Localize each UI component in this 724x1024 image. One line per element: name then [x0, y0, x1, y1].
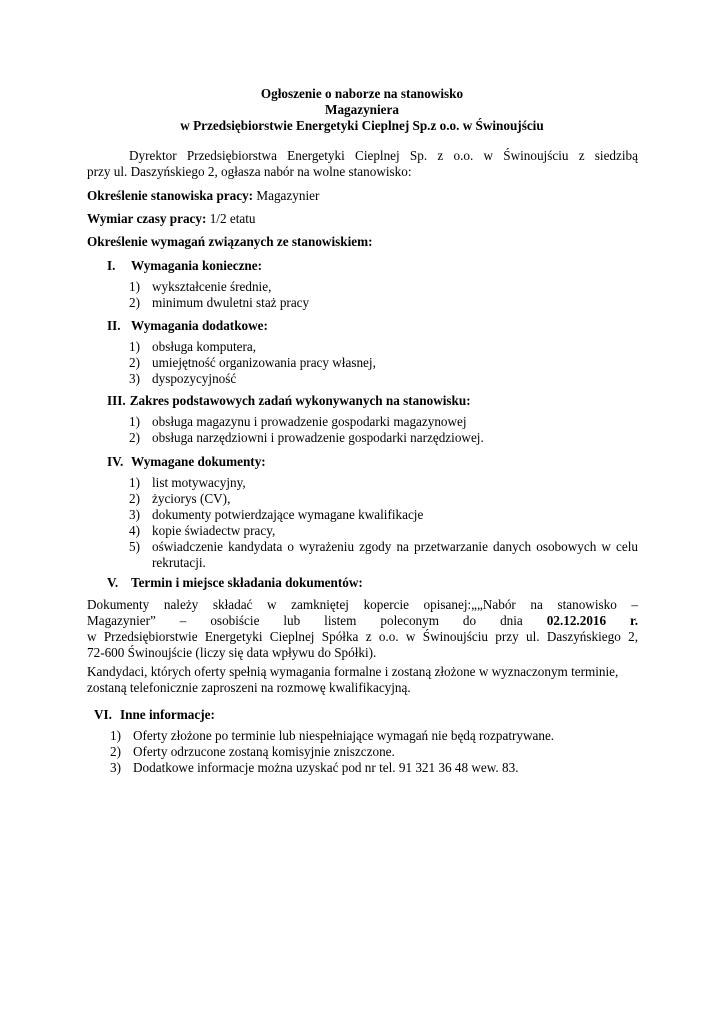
candidates-paragraph	[87, 664, 638, 696]
list-item: 1) obsługa magazynu i prowadzenie gospodarki magazynowej	[129, 414, 467, 429]
documents-line: w Przedsiębiorstwie Energetyki Cieplnej Spółka z o.o. w Świnoujściu przy ul. Daszyńskiego 2,	[87, 629, 638, 644]
section-heading	[107, 318, 268, 334]
list-item: 3) dokumenty potwierdzające wymagane kwalifikacje	[129, 507, 424, 522]
position-value: Magazynier	[253, 188, 320, 203]
hours-value: 1/2 etatu	[206, 211, 256, 226]
list-item: 2) obsługa narzędziowni i prowadzenie gospodarki narzędziowej.	[129, 430, 484, 445]
intro-line: przy ul. Daszyńskiego 2, ogłasza nabór na wolne stanowisko:	[87, 164, 412, 179]
candidates-line: zostaną telefonicznie zaproszeni na rozmowę kwalifikacyjną.	[87, 680, 411, 695]
section-title: Termin i miejsce składania dokumentów:	[131, 575, 363, 590]
section-number: VI.	[94, 707, 112, 722]
candidates-line: Kandydaci, których oferty spełnią wymagania formalne i zostaną złożone w wyznaczonym terminie,	[87, 664, 619, 679]
section-number: I.	[107, 258, 116, 273]
section-heading	[107, 258, 262, 274]
list-item: 2) Oferty odrzucone zostaną komisyjnie zniszczone.	[110, 744, 395, 759]
list-item: 1) wykształcenie średnie,	[129, 279, 272, 294]
list-item: 4) kopie świadectw pracy,	[129, 523, 276, 538]
other-info-list	[110, 728, 638, 776]
title-line: Ogłoszenie o naborze na stanowisko	[260, 86, 464, 101]
section-heading	[94, 707, 215, 723]
list-item: 3) dyspozycyjność	[129, 371, 237, 386]
title-position: Magazyniera	[325, 102, 399, 117]
intro-paragraph	[87, 148, 638, 180]
section-title: Inne informacje:	[120, 707, 215, 722]
section-number: II.	[107, 318, 121, 333]
documents-list	[129, 475, 638, 571]
list-item: 5) oświadczenie kandydata o wyrażeniu zgody na przetwarzanie danych osobowych w celu rekrutacji.	[129, 539, 638, 570]
additional-list	[129, 339, 638, 387]
documents-line: Dokumenty należy składać w zamkniętej kopercie opisanej:„„Nabór na stanowisko –	[87, 597, 638, 612]
documents-paragraph	[87, 597, 638, 661]
list-item: 2) minimum dwuletni staż pracy	[129, 295, 310, 310]
list-item: 1) Oferty złożone po terminie lub niespełniające wymagań nie będą rozpatrywane.	[110, 728, 555, 743]
position-label: Określenie stanowiska pracy:	[87, 188, 254, 203]
section-number: V.	[107, 575, 119, 590]
list-item: 1) obsługa komputera,	[129, 339, 257, 354]
title-company: w Przedsiębiorstwie Energetyki Cieplnej Sp.z o.o. w Świnoujściu	[180, 118, 544, 133]
section-heading	[107, 393, 471, 409]
documents-line: Magazynier” – osobiście lub listem poleconym do dnia 02.12.2016 r.	[87, 613, 638, 628]
section-number: IV.	[107, 454, 124, 469]
section-title: Wymagania konieczne:	[131, 258, 263, 273]
intro-line: Dyrektor Przedsiębiorstwa Energetyki Cieplnej Sp. z o.o. w Świnoujściu z siedzibą	[129, 148, 638, 163]
required-list	[129, 279, 638, 311]
deadline-date: 02.12.2016 r.	[546, 613, 638, 628]
section-number: III.	[107, 393, 126, 408]
documents-line: 72-600 Świnoujście (liczy się data wpływu do Spółki).	[87, 645, 377, 660]
list-item: 2) życiorys (CV),	[129, 491, 231, 506]
hours-label: Wymiar czasy pracy:	[87, 211, 207, 226]
announcement-title	[0, 86, 724, 134]
section-title: Wymagania dodatkowe:	[131, 318, 268, 333]
position-line	[87, 188, 638, 204]
section-heading	[107, 575, 363, 591]
requirements-heading: Określenie wymagań związanych ze stanowiskiem:	[87, 234, 373, 249]
tasks-list	[129, 414, 638, 446]
list-item: 3) Dodatkowe informacje można uzyskać pod nr tel. 91 321 36 48 wew. 83.	[110, 760, 519, 775]
list-item: 1) list motywacyjny,	[129, 475, 246, 490]
section-title: Zakres podstawowych zadań wykonywanych na stanowisku:	[129, 393, 471, 408]
hours-line	[87, 211, 638, 227]
section-title: Wymagane dokumenty:	[131, 454, 266, 469]
list-item: 2) umiejętność organizowania pracy własnej,	[129, 355, 376, 370]
section-heading	[107, 454, 266, 470]
